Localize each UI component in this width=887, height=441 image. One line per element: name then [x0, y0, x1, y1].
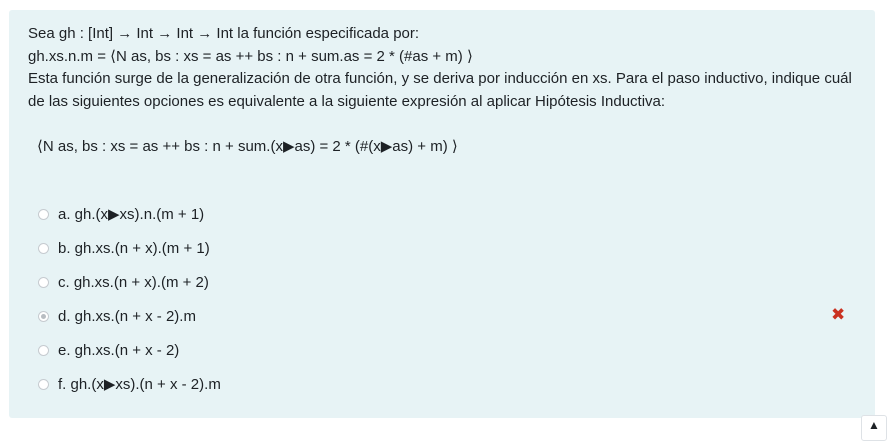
answer-option-e[interactable] [38, 338, 858, 362]
answer-label-b: b. gh.xs.(n + x).(m + 1) [58, 240, 210, 257]
question-text-line-1: Sea gh : [Int] → Int → Int → Int la función especificada por: [28, 23, 419, 45]
answer-label-a: a. gh.(x▶xs).n.(m + 1) [58, 205, 204, 223]
radio-b[interactable] [38, 243, 49, 254]
answer-option-b[interactable] [38, 236, 858, 260]
question-text-line-4: de las siguientes opciones es equivalente a la siguiente expresión al aplicar Hipótesis Inductiva: [28, 91, 665, 113]
radio-d[interactable] [38, 311, 49, 322]
answer-option-c[interactable] [38, 270, 858, 294]
radio-c[interactable] [38, 277, 49, 288]
answer-option-f[interactable] [38, 372, 858, 396]
radio-a[interactable] [38, 209, 49, 220]
radio-f[interactable] [38, 379, 49, 390]
question-panel [9, 10, 875, 418]
question-text-line-3: Esta función surge de la generalización de otra función, y se deriva por inducción en xs. Para el paso inductivo, indique cuál [28, 68, 852, 90]
radio-e[interactable] [38, 345, 49, 356]
question-text-line-2: gh.xs.n.m = ⟨N as, bs : xs = as ++ bs : n + sum.as = 2 * (#as + m) ⟩ [28, 46, 473, 68]
incorrect-icon: ✖ [831, 305, 845, 325]
answer-label-e: e. gh.xs.(n + x - 2) [58, 342, 179, 359]
answer-label-f: f. gh.(x▶xs).(n + x - 2).m [58, 375, 221, 393]
answer-label-d: d. gh.xs.(n + x - 2).m [58, 308, 196, 325]
answer-option-a[interactable] [38, 202, 858, 226]
answer-option-d[interactable] [38, 304, 858, 328]
back-to-top-button[interactable] [861, 415, 887, 441]
answer-label-c: c. gh.xs.(n + x).(m + 2) [58, 274, 209, 291]
chevron-up-icon: ▲ [868, 418, 880, 432]
question-expression: ⟨N as, bs : xs = as ++ bs : n + sum.(x▶as) = 2 * (#(x▶as) + m) ⟩ [37, 136, 458, 158]
